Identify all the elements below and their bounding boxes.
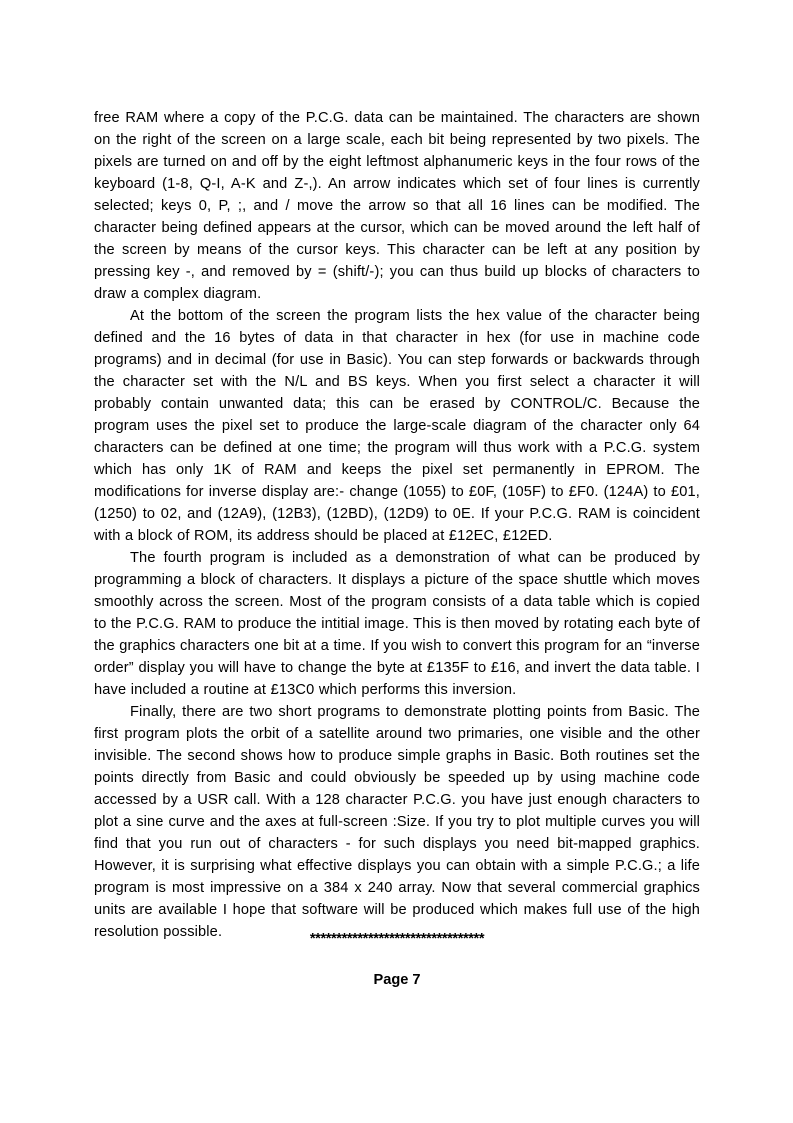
paragraph-1: free RAM where a copy of the P.C.G. data can be maintained. The characters are shown on the right of the screen on a large scale, each bit being represented by two pixels. The pixels are turned on and off by the eight leftmost alphanumeric keys in the four rows of the keyboard (1-8, Q-I, A-K and Z-,). An arrow indicates which set of four lines is currently selected; keys 0, P, ;, and / move the arrow so that all 16 lines can be modified. The character being defined appears at the cursor, which can be moved around the left half of the screen by means of the cursor keys. This character can be left at any position by pressing key -, and removed by = (shift/-); you can thus build up blocks of characters to draw a complex diagram. [94,110,700,302]
body-text-block [94,107,700,943]
asterisk-separator: ********************************* [309,931,485,947]
paragraph-4: Finally, there are two short programs to demonstrate plotting points from Basic. The first program plots the orbit of a satellite around two primaries, one visible and the other invisible. The second shows how to produce simple graphs in Basic. Both routines set the points directly from Basic and could obviously be speeded up by using machine code accessed by a USR call. With a 128 character P.C.G. you have just enough characters to plot a sine curve and the axes at full-screen :Size. If you try to plot multiple curves you will find that you run out of characters - for such displays you need bit-mapped graphics. However, it is surprising what effective displays you can obtain with a simple P.C.G.; a life program is most impressive on a 384 x 240 array. Now that several commercial graphics units are available I hope that software will be produced which makes full use of the high resolution possible. [94,704,700,940]
paragraph-3: The fourth program is included as a demonstration of what can be produced by programming a block of characters. It displays a picture of the space shuttle which moves smoothly across the screen. Most of the program consists of a data table which is copied to the P.C.G. RAM to produce the intitial image. This is then moved by rotating each byte of the graphics characters one bit at a time. If you wish to convert this program for an “inverse order” display you will have to change the byte at £135F to £16, and invert the data table. I have included a routine at £13C0 which performs this inversion. [94,550,700,698]
paragraph-2: At the bottom of the screen the program lists the hex value of the character being defined and the 16 bytes of data in that character in hex (for use in machine code programs) and in decimal (for use in Basic). You can step forwards or backwards through the character set with the N/L and BS keys. When you first select a character it will probably contain unwanted data; this can be erased by CONTROL/C. Because the program uses the pixel set to produce the large-scale diagram of the character only 64 characters can be defined at one time; the program will thus work with a P.C.G. system which has only 1K of RAM and keeps the pixel set permanently in EPROM. The modifications for inverse display are:- change (1055) to £0F, (105F) to £F0. (124A) to £01, (1250) to 02, and (12A9), (12B3), (12BD), (12D9) to 0E. If your P.C.G. RAM is coincident with a block of ROM, its address should be placed at £12EC, £12ED. [94,308,700,544]
page-number-footer: Page 7 [373,972,421,988]
